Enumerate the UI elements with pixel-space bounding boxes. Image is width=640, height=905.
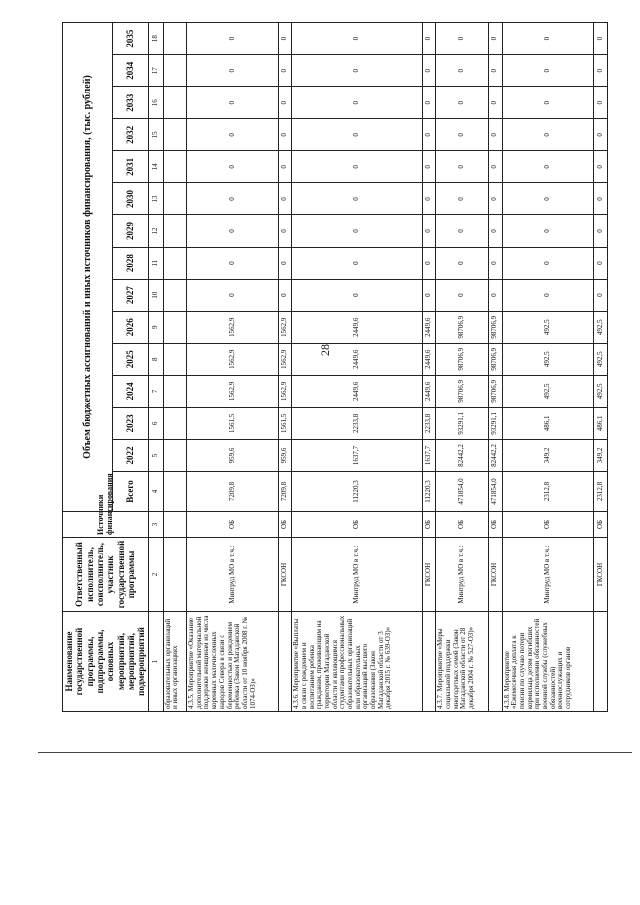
column-number: 8 [148, 343, 163, 375]
row-executor-cell: ГКСОН [488, 538, 502, 612]
row-value-cell: 0 [502, 151, 594, 183]
row-value-cell: 0 [187, 247, 279, 279]
row-value-cell: 0 [422, 151, 436, 183]
row-value-cell [163, 55, 186, 87]
row-value-cell: 0 [187, 23, 279, 55]
row-value-cell: 1562,9 [187, 375, 279, 407]
table-row [502, 23, 594, 712]
table-row [488, 23, 502, 712]
row-value-cell: 471854,0 [488, 472, 502, 512]
column-number: 6 [148, 407, 163, 439]
row-value-cell: 0 [292, 87, 423, 119]
row-value-cell: 0 [187, 183, 279, 215]
row-value-cell: 349,2 [594, 439, 608, 471]
header-year: 2032 [113, 119, 149, 151]
row-value-cell: 0 [488, 87, 502, 119]
table-row [187, 23, 279, 712]
header-year: 2034 [113, 55, 149, 87]
row-executor-cell [163, 538, 186, 612]
row-value-cell: 0 [502, 183, 594, 215]
row-source-cell: ОБ [502, 512, 594, 538]
header-year: 2027 [113, 279, 149, 311]
row-value-cell: 1562,9 [278, 375, 292, 407]
row-value-cell: 0 [488, 55, 502, 87]
row-value-cell: 2233,8 [292, 407, 423, 439]
column-number: 15 [148, 119, 163, 151]
row-value-cell: 471854,0 [436, 472, 489, 512]
row-value-cell [163, 472, 186, 512]
row-value-cell: 959,6 [278, 439, 292, 471]
column-number: 13 [148, 183, 163, 215]
row-value-cell: 0 [488, 215, 502, 247]
row-value-cell: 0 [422, 183, 436, 215]
row-value-cell [163, 183, 186, 215]
row-value-cell: 93291,1 [436, 407, 489, 439]
row-value-cell: 98706,9 [436, 375, 489, 407]
row-value-cell: 0 [278, 119, 292, 151]
row-name-cell: 4.3.7. Мероприятие «Меры социальной поддержки многодетных семей (Закон Магаданской области от 28 декабря 2004 г. № 527-ОЗ)» [436, 612, 489, 712]
column-number: 1 [148, 612, 163, 712]
row-name-cell [594, 612, 608, 712]
column-number: 12 [148, 215, 163, 247]
row-value-cell [163, 119, 186, 151]
row-value-cell: 0 [502, 119, 594, 151]
row-value-cell: 0 [594, 119, 608, 151]
row-value-cell: 1637,7 [422, 439, 436, 471]
row-value-cell: 0 [436, 119, 489, 151]
row-value-cell [163, 311, 186, 343]
row-value-cell: 492,5 [502, 311, 594, 343]
row-value-cell: 82442,2 [488, 439, 502, 471]
column-number: 18 [148, 23, 163, 55]
row-executor-cell: Минтруд МО в т.ч.: [292, 538, 423, 612]
row-name-cell [278, 612, 292, 712]
row-value-cell: 11220,3 [422, 472, 436, 512]
row-value-cell: 0 [594, 247, 608, 279]
column-number: 16 [148, 87, 163, 119]
row-value-cell: 93291,1 [488, 407, 502, 439]
row-value-cell: 98706,9 [488, 343, 502, 375]
row-value-cell: 0 [502, 23, 594, 55]
row-value-cell: 98706,9 [488, 311, 502, 343]
row-value-cell: 0 [278, 215, 292, 247]
row-value-cell: 1561,5 [278, 407, 292, 439]
row-value-cell: 0 [187, 279, 279, 311]
row-value-cell: 0 [292, 23, 423, 55]
row-value-cell: 0 [488, 247, 502, 279]
row-value-cell: 0 [292, 119, 423, 151]
row-value-cell: 0 [594, 151, 608, 183]
row-value-cell: 0 [594, 23, 608, 55]
row-value-cell: 2312,8 [502, 472, 594, 512]
row-name-cell: 4.3.8. Мероприятие «Ежемесячная доплата к пенсии по случаю потери кормильца детям погибших при исполнении обязанностей военной службы (служебных обязанностей) военнослужащих и сотрудников органов [502, 612, 594, 712]
row-value-cell: 492,5 [594, 375, 608, 407]
row-executor-cell: Минтруд МО в т.ч.: [502, 538, 594, 612]
row-value-cell: 0 [187, 87, 279, 119]
row-value-cell: 98706,9 [436, 311, 489, 343]
row-value-cell: 0 [502, 215, 594, 247]
row-value-cell: 0 [488, 279, 502, 311]
row-value-cell: 2449,6 [422, 311, 436, 343]
header-year: 2022 [113, 439, 149, 471]
row-value-cell: 0 [278, 23, 292, 55]
row-source-cell: ОБ [594, 512, 608, 538]
row-value-cell: 98706,9 [488, 375, 502, 407]
header-year: 2033 [113, 87, 149, 119]
row-value-cell: 486,1 [594, 407, 608, 439]
row-source-cell: ОБ [488, 512, 502, 538]
row-value-cell: 1562,9 [187, 311, 279, 343]
row-name-cell [422, 612, 436, 712]
row-name-cell: 4.3.6. Мероприятие «Выплаты в связи с рождением и воспитанием ребенка гражданам, проживающим на территории Магаданской области и являющимся студентами профессиональных образовательных организаций или образовательных организаций высшего образования (Закон Магаданской области от 3 декабря 2015 г. № 639-ОЗ)» [292, 612, 423, 712]
row-executor-cell: Минтруд МО в т.ч.: [187, 538, 279, 612]
row-value-cell: 0 [436, 247, 489, 279]
row-value-cell: 0 [594, 55, 608, 87]
row-value-cell [163, 215, 186, 247]
header-year: 2029 [113, 215, 149, 247]
row-value-cell: 0 [488, 119, 502, 151]
row-value-cell: 98706,9 [436, 343, 489, 375]
column-number: 4 [148, 472, 163, 512]
row-value-cell: 486,1 [502, 407, 594, 439]
row-value-cell: 2449,6 [422, 375, 436, 407]
row-value-cell [163, 247, 186, 279]
row-value-cell: 0 [488, 23, 502, 55]
row-name-cell [488, 612, 502, 712]
table-row [594, 23, 608, 712]
row-value-cell: 2449,6 [292, 311, 423, 343]
column-number: 5 [148, 439, 163, 471]
row-source-cell: ОБ [278, 512, 292, 538]
row-value-cell: 0 [292, 247, 423, 279]
row-value-cell: 0 [187, 215, 279, 247]
row-value-cell [163, 87, 186, 119]
row-value-cell: 0 [292, 215, 423, 247]
row-value-cell: 0 [278, 55, 292, 87]
column-number: 7 [148, 375, 163, 407]
row-value-cell: 0 [422, 87, 436, 119]
row-value-cell [163, 407, 186, 439]
column-number: 10 [148, 279, 163, 311]
header-source: Источники финансирования [63, 512, 149, 538]
row-value-cell: 0 [436, 215, 489, 247]
header-year: 2031 [113, 151, 149, 183]
row-value-cell: 0 [502, 55, 594, 87]
row-value-cell: 349,2 [502, 439, 594, 471]
row-value-cell: 0 [436, 87, 489, 119]
row-value-cell: 0 [187, 55, 279, 87]
row-value-cell: 2449,6 [422, 343, 436, 375]
header-total: Всего [113, 472, 149, 512]
column-number: 9 [148, 311, 163, 343]
row-value-cell: 0 [502, 87, 594, 119]
table-row [278, 23, 292, 712]
row-source-cell: ОБ [292, 512, 423, 538]
row-value-cell: 0 [594, 183, 608, 215]
row-value-cell: 0 [436, 151, 489, 183]
row-value-cell: 0 [436, 279, 489, 311]
row-value-cell: 2312,8 [594, 472, 608, 512]
row-value-cell: 1562,9 [278, 311, 292, 343]
row-value-cell [163, 375, 186, 407]
row-value-cell: 0 [292, 183, 423, 215]
row-value-cell: 0 [488, 151, 502, 183]
row-value-cell: 2233,8 [422, 407, 436, 439]
row-value-cell [163, 343, 186, 375]
header-year: 2023 [113, 407, 149, 439]
row-value-cell: 7209,8 [187, 472, 279, 512]
row-value-cell: 0 [594, 279, 608, 311]
column-number: 3 [148, 512, 163, 538]
row-value-cell: 492,5 [594, 343, 608, 375]
row-value-cell: 1562,9 [278, 343, 292, 375]
table-row [436, 23, 489, 712]
row-value-cell: 0 [278, 247, 292, 279]
column-number: 2 [148, 538, 163, 612]
table-row [292, 23, 423, 712]
row-source-cell: ОБ [187, 512, 279, 538]
row-executor-cell: ГКСОН [594, 538, 608, 612]
row-value-cell: 959,6 [187, 439, 279, 471]
row-value-cell: 0 [187, 151, 279, 183]
column-number: 11 [148, 247, 163, 279]
row-value-cell: 0 [502, 247, 594, 279]
table-row [163, 23, 186, 712]
header-year: 2025 [113, 343, 149, 375]
row-value-cell: 0 [502, 279, 594, 311]
row-value-cell: 2449,6 [292, 343, 423, 375]
row-value-cell: 0 [436, 23, 489, 55]
row-source-cell: ОБ [422, 512, 436, 538]
row-value-cell: 0 [422, 119, 436, 151]
header-year: 2024 [113, 375, 149, 407]
row-value-cell: 82442,2 [436, 439, 489, 471]
row-value-cell [163, 23, 186, 55]
row-source-cell [163, 512, 186, 538]
row-value-cell: 0 [594, 215, 608, 247]
header-funding: Объем бюджетных ассигнований и иных источников финансирования, (тыс. рублей) [63, 23, 113, 512]
row-executor-cell: Минтруд МО в т.ч.: [436, 538, 489, 612]
row-source-cell: ОБ [436, 512, 489, 538]
row-value-cell: 0 [187, 119, 279, 151]
row-value-cell: 0 [422, 279, 436, 311]
header-year: 2026 [113, 311, 149, 343]
row-value-cell: 0 [278, 279, 292, 311]
row-value-cell: 11220,3 [292, 472, 423, 512]
row-value-cell: 0 [292, 279, 423, 311]
row-value-cell: 492,5 [502, 375, 594, 407]
row-value-cell: 1561,5 [187, 407, 279, 439]
row-value-cell: 0 [278, 183, 292, 215]
page-number: 28 [318, 344, 332, 356]
row-value-cell: 0 [436, 55, 489, 87]
row-value-cell: 0 [594, 87, 608, 119]
row-value-cell: 0 [422, 215, 436, 247]
row-value-cell [163, 439, 186, 471]
column-number: 14 [148, 151, 163, 183]
row-value-cell: 492,5 [594, 311, 608, 343]
funding-table [62, 22, 608, 712]
row-executor-cell: ГКСОН [422, 538, 436, 612]
row-value-cell: 0 [292, 55, 423, 87]
row-value-cell: 0 [278, 87, 292, 119]
row-value-cell: 1637,7 [292, 439, 423, 471]
row-value-cell: 0 [422, 55, 436, 87]
row-value-cell [163, 279, 186, 311]
row-value-cell: 0 [488, 183, 502, 215]
row-value-cell: 0 [422, 23, 436, 55]
row-value-cell: 492,5 [502, 343, 594, 375]
row-name-cell: образовательных организаций и иных организациях [163, 612, 186, 712]
row-value-cell: 7209,8 [278, 472, 292, 512]
header-executor: Ответственный исполнитель, соисполнитель, участник государственной программы [63, 538, 149, 612]
header-year: 2030 [113, 183, 149, 215]
header-year: 2035 [113, 23, 149, 55]
row-value-cell [163, 151, 186, 183]
row-value-cell: 0 [278, 151, 292, 183]
header-name: Наименование государственной программы, подпрограммы, основных мероприятий, мероприятий, подмероприятий [63, 612, 149, 712]
row-value-cell: 0 [292, 151, 423, 183]
rotated-table-container [62, 22, 604, 712]
row-executor-cell: ГКСОН [278, 538, 292, 612]
row-value-cell: 1562,9 [187, 343, 279, 375]
table-row [422, 23, 436, 712]
page-rule [38, 752, 632, 753]
column-number: 17 [148, 55, 163, 87]
header-year: 2028 [113, 247, 149, 279]
row-name-cell: 4.3.5. Мероприятие «Оказание дополнительной материальной поддержки женщинам из числа коренных малочисленных народов Севера в связи с беременностью и рождением ребенка (Закон Магаданской области от 10 ноября 2008 г. № 1074-ОЗ)» [187, 612, 279, 712]
row-value-cell: 2449,6 [292, 375, 423, 407]
row-value-cell: 0 [436, 183, 489, 215]
row-value-cell: 0 [422, 247, 436, 279]
